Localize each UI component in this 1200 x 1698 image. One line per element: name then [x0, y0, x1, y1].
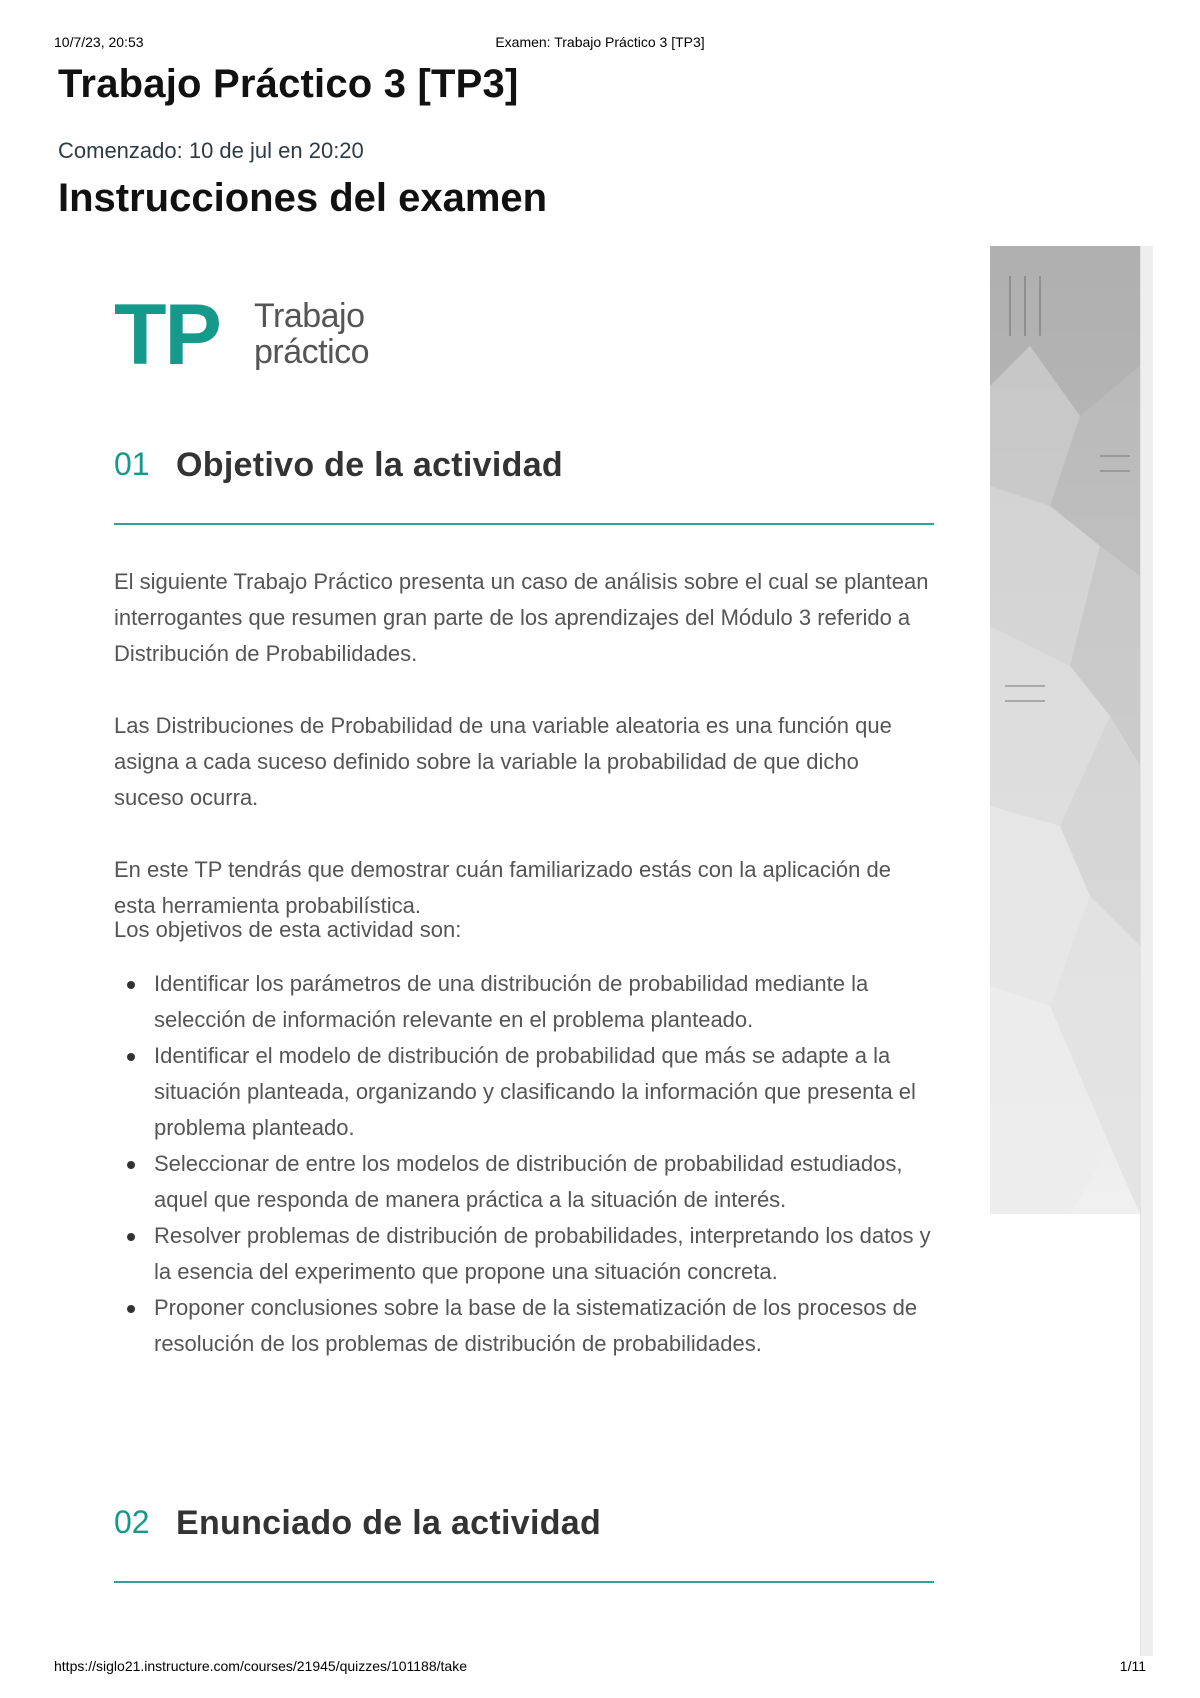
- section-title: Enunciado de la actividad: [176, 1504, 602, 1542]
- decorative-banner-image: [990, 246, 1140, 1214]
- section-title: Objetivo de la actividad: [176, 446, 563, 484]
- section-number: 02: [114, 1504, 150, 1540]
- tp-logo-word-practico: práctico: [254, 333, 370, 371]
- objectives-list: [114, 966, 934, 1362]
- section-divider: [114, 523, 934, 525]
- tp-logo: [114, 287, 414, 383]
- section-heading-objetivo: [114, 446, 934, 486]
- tp-logo-mark: TP: [114, 287, 220, 383]
- print-footer: [0, 1658, 1200, 1678]
- paragraph: El siguiente Trabajo Práctico presenta un caso de análisis sobre el cual se plantean interrogantes que resumen gran parte de los aprendizajes del Módulo 3 referido a Distribución de Probabilidades.: [114, 569, 929, 666]
- quiz-title: Trabajo Práctico 3 [TP3]: [58, 62, 519, 106]
- paragraph: Los objetivos de esta actividad son:: [114, 917, 462, 942]
- list-item: Identificar el modelo de distribución de probabilidad que más se adapte a la situación planteada, organizando y clasificando la información que presenta el problema planteado.: [114, 1038, 934, 1146]
- print-header: [0, 34, 1200, 54]
- quiz-started-time: Comenzado: 10 de jul en 20:20: [58, 138, 364, 163]
- instructions-title: Instrucciones del examen: [58, 176, 548, 220]
- list-item: Seleccionar de entre los modelos de distribución de probabilidad estudiados, aquel que responda de manera práctica a la situación de interés.: [114, 1146, 934, 1218]
- paragraph: En este TP tendrás que demostrar cuán familiarizado estás con la aplicación de esta herramienta probabilística.: [114, 857, 891, 918]
- section-number: 01: [114, 446, 150, 482]
- print-datetime: 10/7/23, 20:53: [54, 34, 144, 50]
- tp-logo-word-trabajo: Trabajo: [254, 297, 365, 335]
- abstract-pattern-icon: [990, 246, 1140, 1214]
- print-url: https://siglo21.instructure.com/courses/21945/quizzes/101188/take: [54, 1658, 467, 1674]
- scrollbar-track[interactable]: [1140, 246, 1153, 1656]
- print-page-title: Examen: Trabajo Práctico 3 [TP3]: [495, 34, 705, 50]
- list-item: Identificar los parámetros de una distribución de probabilidad mediante la selección de información relevante en el problema planteado.: [114, 966, 934, 1038]
- print-page-number: 1/11: [1119, 1658, 1146, 1674]
- list-item: Resolver problemas de distribución de probabilidades, interpretando los datos y la esencia del experimento que propone una situación concreta.: [114, 1218, 934, 1290]
- paragraph: Las Distribuciones de Probabilidad de una variable aleatoria es una función que asigna a cada suceso definido sobre la variable la probabilidad de que dicho suceso ocurra.: [114, 713, 892, 810]
- section-divider: [114, 1581, 934, 1583]
- section-heading-enunciado: [114, 1504, 934, 1544]
- list-item: Proponer conclusiones sobre la base de la sistematización de los procesos de resolución de los problemas de distribución de probabilidades.: [114, 1290, 934, 1362]
